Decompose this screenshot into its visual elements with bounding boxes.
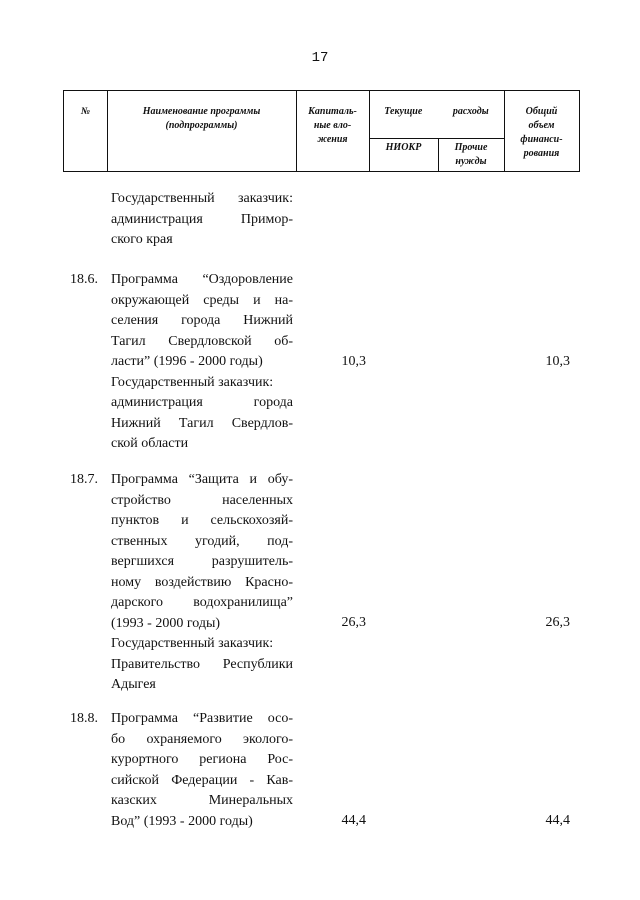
program-number: 18.6.: [70, 272, 98, 287]
page-number: 17: [311, 50, 329, 66]
total-financing-value: 44,4: [545, 813, 570, 828]
header-other-needs: Прочие нужды: [454, 142, 488, 167]
capital-investment-value: 10,3: [341, 354, 366, 369]
header-niokr: НИОКР: [385, 142, 422, 153]
total-financing-value: 26,3: [545, 615, 570, 630]
program-description: Программа “Развитие осо- бо охраняемого эколого- курортного региона Рос- сийской Федерации - Кав- казских Минеральных Вод” (1993 - 2000 годы): [111, 711, 293, 829]
header-total: Общий объем финанси- рования: [520, 106, 563, 159]
column-divider: [369, 91, 370, 171]
program-description: Программа “Защита и обу- стройство населенных пунктов и сельскохозяй- ственных угодий, под- вергшихся разрушитель- ному воздействию Красно- дарского водохранилища” (1993 - 2000 годы) Государственный заказчик: Правительство Республики Адыгея: [111, 472, 293, 692]
table-header: [63, 90, 580, 172]
capital-investment-value: 44,4: [341, 813, 366, 828]
capital-investment-value: 26,3: [341, 615, 366, 630]
program-description: Программа “Оздоровление окружающей среды и на- селения города Нижний Тагил Свердловской об- ласти” (1996 - 2000 годы) Государственный заказчик: администрация города Нижний Тагил Свердлов- ской области: [111, 272, 293, 451]
header-capital: Капиталь- ные вло- жения: [308, 106, 357, 145]
program-number: 18.8.: [70, 711, 98, 726]
header-number: №: [80, 106, 91, 117]
total-financing-value: 10,3: [545, 354, 570, 369]
program-number: 18.7.: [70, 472, 98, 487]
header-current-expenses: Текущие расходы: [384, 106, 489, 117]
header-program-name: Наименование программы (подпрограммы): [142, 106, 261, 131]
row-divider: [369, 138, 504, 139]
program-description: Государственный заказчик: администрация Примор- ского края: [111, 191, 293, 247]
